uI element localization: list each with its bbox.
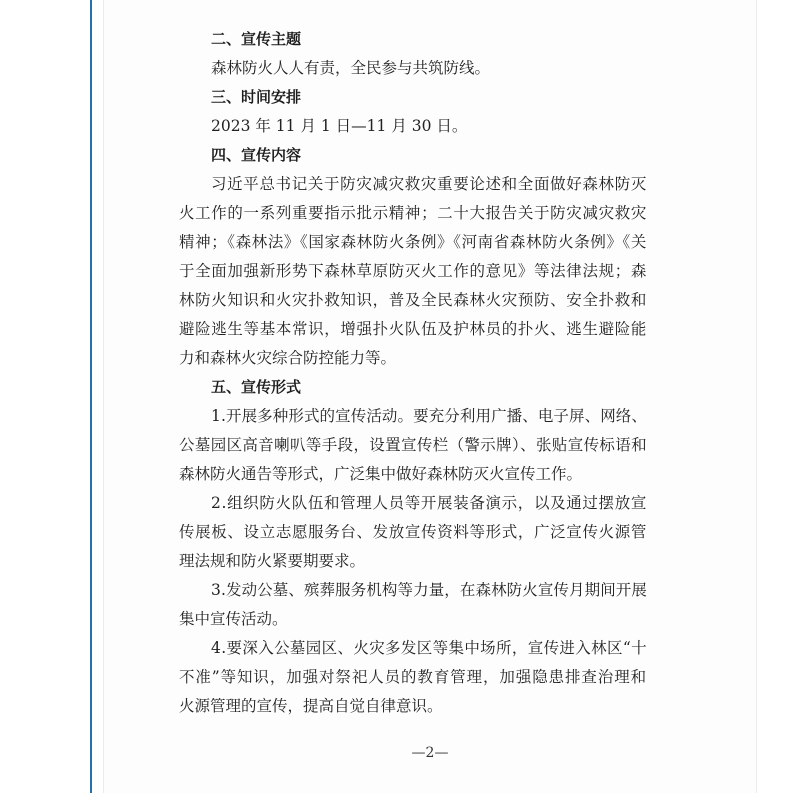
paragraph-line: 火工作的一系列重要指示批示精神；二十大报告关于防灾减灾救灾 [179, 204, 647, 222]
section-heading-format: 五、宣传形式 [211, 378, 302, 396]
paragraph-line: 于全面加强新形势下森林草原防灭火工作的意见》等法律法规；森 [179, 262, 647, 280]
paragraph-line: 3.发动公墓、殡葬服务机构等力量，在森林防火宣传月期间开展 [211, 581, 647, 599]
paragraph-line: 力和森林火灾综合防控能力等。 [179, 349, 397, 367]
section-heading-theme: 二、宣传主题 [211, 30, 302, 48]
paragraph-line: 避险逃生等基本常识，增强扑火队伍及护林员的扑火、逃生避险能 [179, 320, 647, 338]
page-number: —2— [411, 745, 449, 761]
paragraph-line: 理法规和防火紧要期要求。 [179, 552, 366, 570]
paragraph-line: 不准”等知识，加强对祭祀人员的教育管理，加强隐患排查治理和 [179, 668, 647, 686]
paragraph-line: 火源管理的宣传，提高自觉自律意识。 [179, 697, 443, 715]
document-page [103, 0, 757, 793]
paragraph-line: 森林防火人人有责，全民参与共筑防线。 [211, 59, 491, 77]
paragraph-line: 集中宣传活动。 [179, 610, 288, 628]
paragraph-line: 精神；《森林法》《国家森林防火条例》《河南省森林防火条例》《关 [179, 233, 647, 251]
paragraph-line: 1.开展多种形式的宣传活动。要充分利用广播、电子屏、网络、 [211, 407, 647, 425]
paragraph-line: 公墓园区高音喇叭等手段，设置宣传栏（警示牌）、张贴宣传标语和 [179, 436, 647, 454]
paragraph-line: 2.组织防火队伍和管理人员等开展装备演示，以及通过摆放宣 [211, 494, 647, 512]
paragraph-line: 4.要深入公墓园区、火灾多发区等集中场所，宣传进入林区“十 [211, 639, 647, 657]
paragraph-line: 森林防火通告等形式，广泛集中做好森林防灭火宣传工作。 [179, 465, 583, 483]
paragraph-line: 2023 年 11 月 1 日—11 月 30 日。 [211, 117, 468, 135]
viewer-left-border [90, 0, 92, 793]
paragraph-line: 习近平总书记关于防灾减灾救灾重要论述和全面做好森林防灭 [211, 175, 647, 193]
paragraph-line: 林防火知识和火灾扑救知识，普及全民森林火灾预防、安全扑救和 [179, 291, 647, 309]
section-heading-schedule: 三、时间安排 [211, 88, 302, 106]
paragraph-line: 传展板、设立志愿服务台、发放宣传资料等形式，广泛宣传火源管 [179, 523, 647, 541]
section-heading-content: 四、宣传内容 [211, 146, 302, 164]
